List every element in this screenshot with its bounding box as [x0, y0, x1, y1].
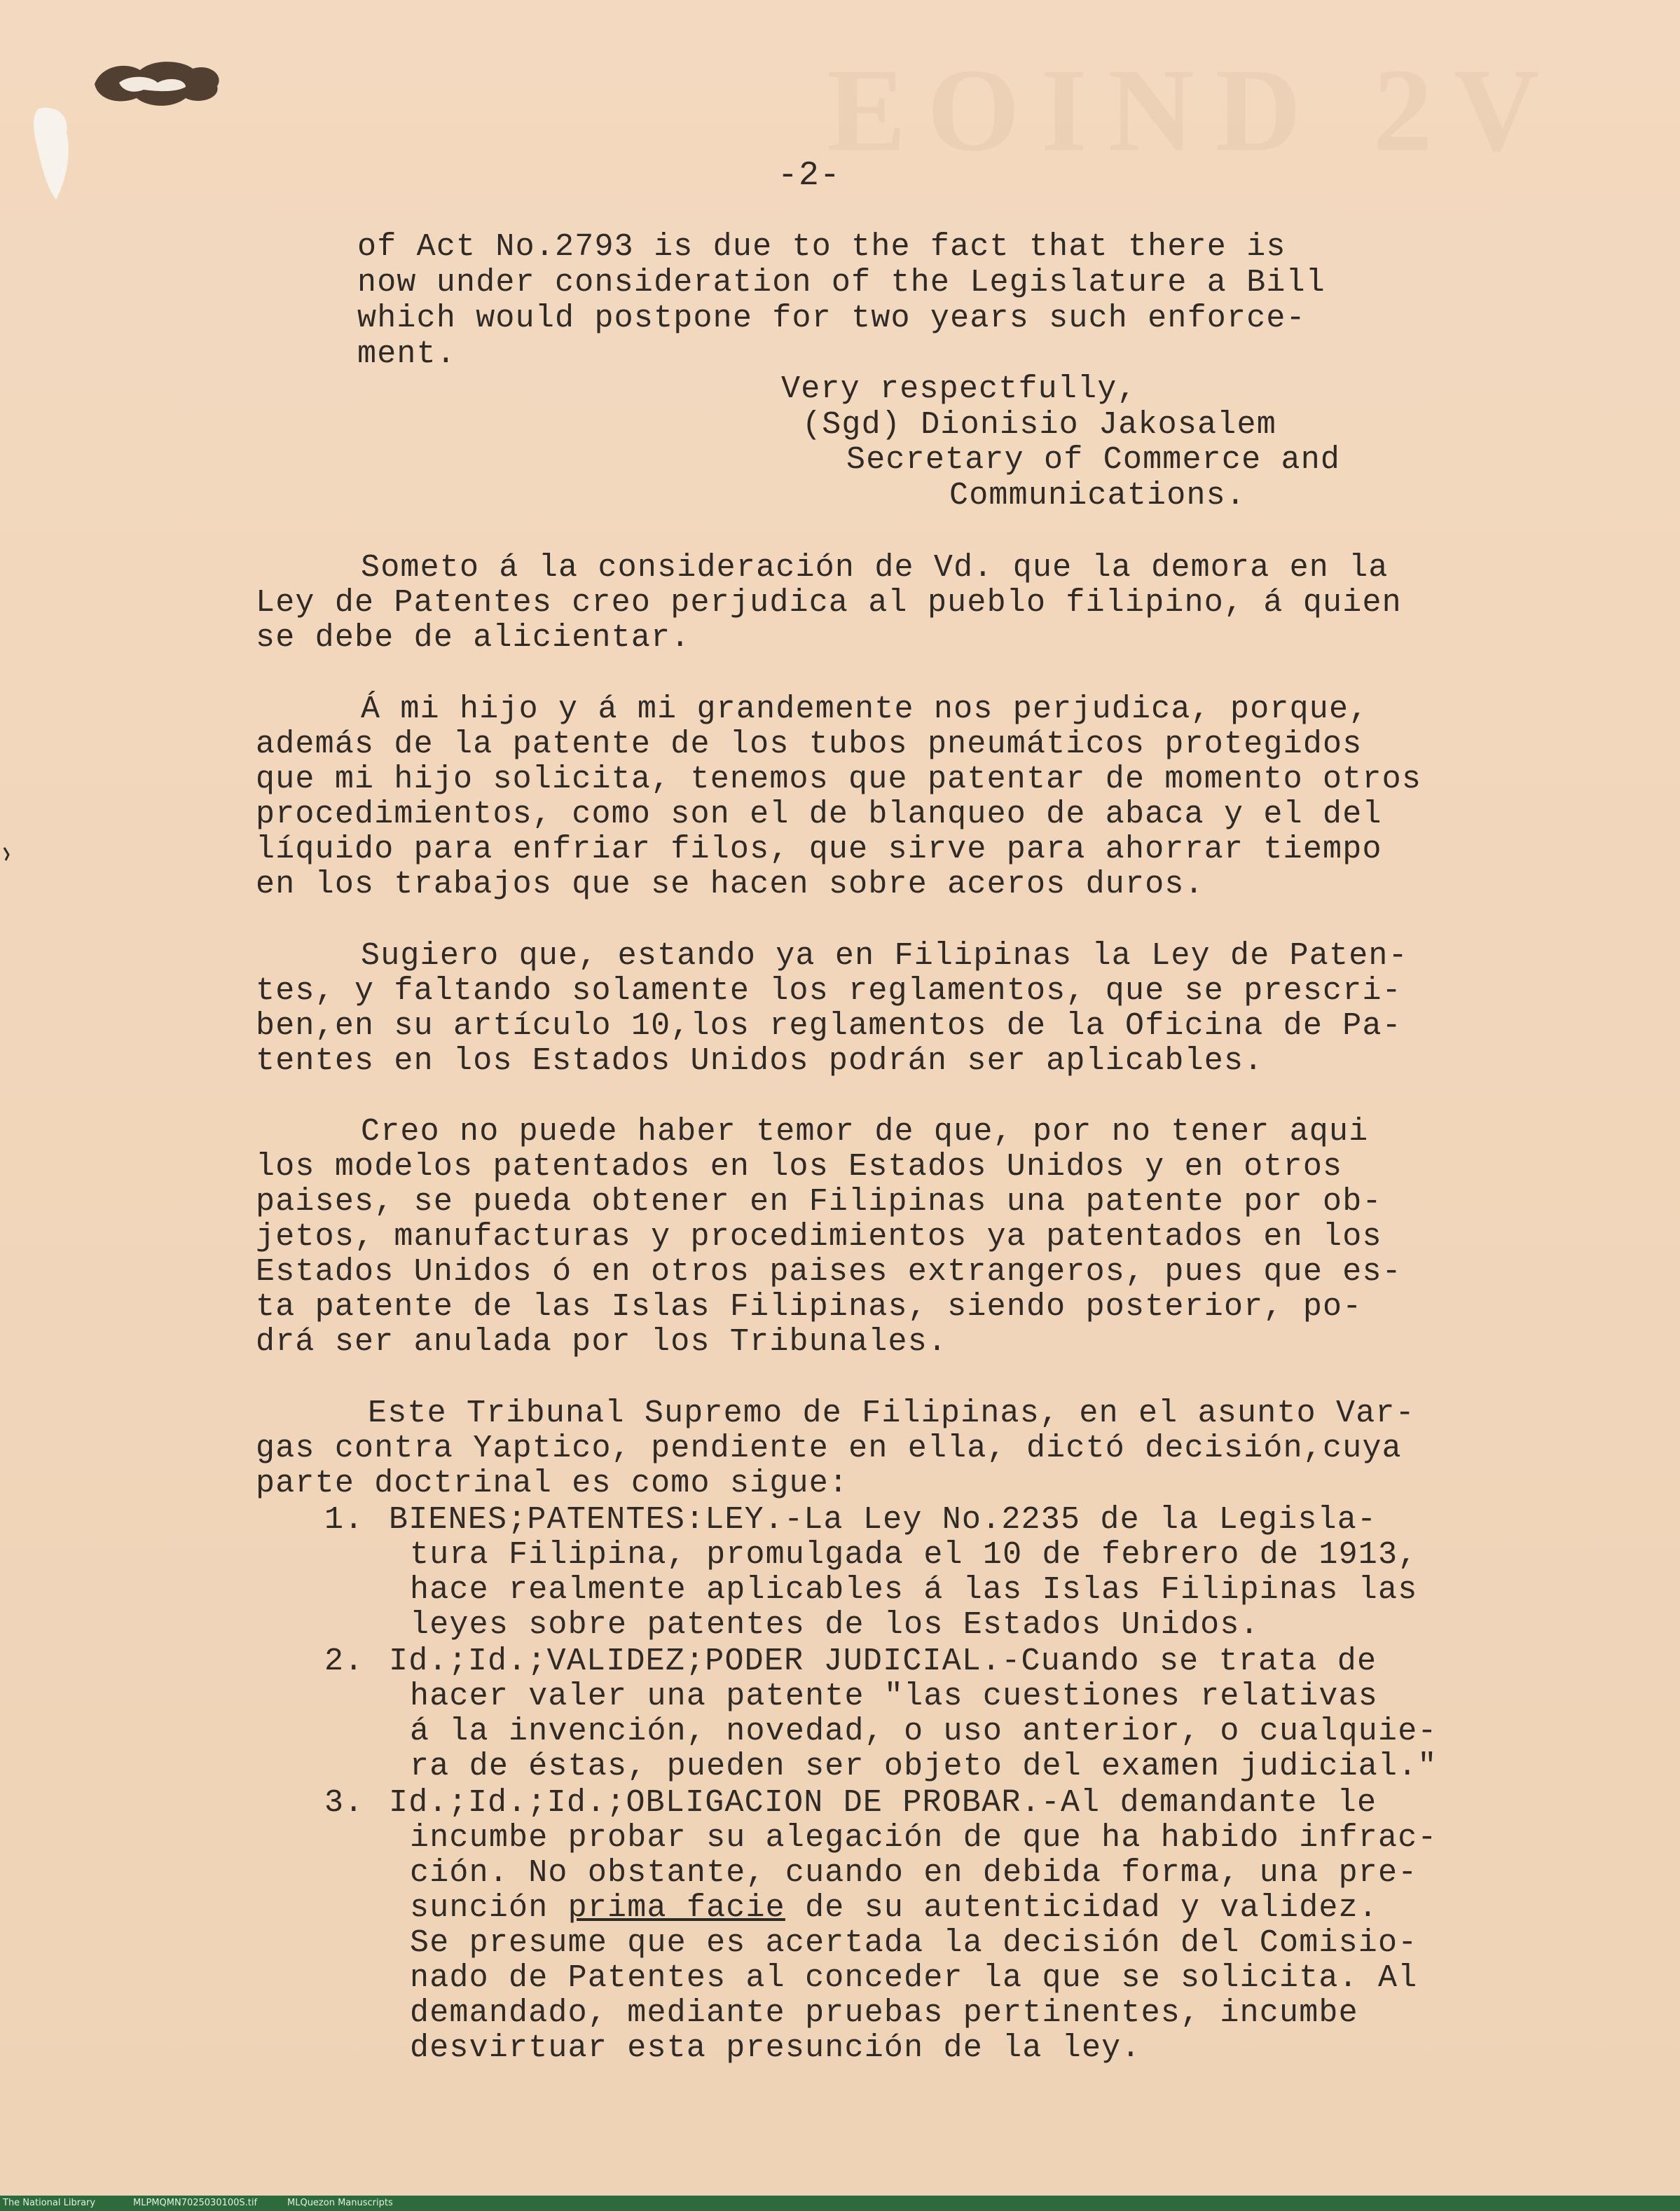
paragraph-3-line-1: Á mi hijo y á mi grandemente nos perjudica, porque,	[361, 691, 1369, 727]
paragraph-6-line-1: Este Tribunal Supremo de Filipinas, en el asunto Var-	[368, 1396, 1415, 1431]
paragraph-3-line-2: además de la patente de los tubos pneumáticos protegidos	[256, 726, 1363, 762]
paragraph-4-line-1: Sugiero que, estando ya en Filipinas la Ley de Paten-	[361, 938, 1408, 974]
list-item-2-line-2: hacer valer una patente "las cuestiones relativas	[410, 1679, 1379, 1714]
list-item-3-line-4: sunción prima facie de su autenticidad y validez.	[410, 1890, 1379, 1926]
paragraph-5-line-2: los modelos patentados en los Estados Unidos y en otros	[256, 1149, 1343, 1185]
paragraph-4-line-4: tentes en los Estados Unidos podrán ser aplicables.	[256, 1043, 1264, 1079]
page-number: -2-	[778, 157, 841, 195]
underlined-phrase: prima facie	[567, 1890, 785, 1926]
margin-mark-icon	[3, 846, 10, 862]
list-item-3-line-2: incumbe probar su alegación de que ha habido infrac-	[410, 1820, 1438, 1856]
paragraph-3-line-6: en los trabajos que se hacen sobre aceros duros.	[256, 867, 1204, 902]
footer-file: MLPMQMN7025030100S.tif	[133, 2198, 258, 2208]
list-item-3-line-7: demandado, mediante pruebas pertinentes, incumbe	[410, 1995, 1358, 2031]
paragraph-5-line-1: Creo no puede haber temor de que, por no tener aqui	[361, 1114, 1369, 1150]
paragraph-5-line-3: paises, se pueda obtener en Filipinas una patente por ob-	[256, 1184, 1382, 1220]
footer-library: The National Library	[3, 2198, 96, 2208]
list-item-3-line-8: desvirtuar esta presunción de la ley.	[410, 2030, 1141, 2066]
list-item-2-line-1: Id.;Id.;VALIDEZ;PODER JUDICIAL.-Cuando se trata de	[389, 1644, 1377, 1679]
list-item-3-line-3: ción. No obstante, cuando en debida forma, una pre-	[410, 1855, 1418, 1891]
list-item-1-line-3: hace realmente aplicables á las Islas Filipinas las	[410, 1572, 1418, 1608]
closing-title-line-2: Communications.	[949, 478, 1246, 514]
paragraph-4-line-2: tes, y faltando solamente los reglamentos, que se prescri-	[256, 973, 1402, 1009]
torn-corner-icon	[32, 105, 74, 203]
paragraph-5-line-5: Estados Unidos ó en otros paises extrangeros, pues que es-	[256, 1254, 1402, 1290]
paragraph-5-line-7: drá ser anulada por los Tribunales.	[256, 1324, 948, 1360]
burn-mark-icon	[88, 55, 228, 111]
paragraph-4-line-3: ben,en su artículo 10,los reglamentos de la Oficina de Pa-	[256, 1008, 1402, 1044]
paragraph-3-line-3: que mi hijo solicita, tenemos que patentar de momento otros	[256, 762, 1422, 797]
list-item-2-number: 2.	[324, 1644, 364, 1679]
footer-collection: MLQuezon Manuscripts	[287, 2198, 393, 2208]
list-item-3-number: 3.	[324, 1785, 364, 1821]
list-item-1-line-1: BIENES;PATENTES:LEY.-La Ley No.2235 de la Legisla-	[389, 1502, 1377, 1538]
paragraph-2-line-3: se debe de alicientar.	[256, 620, 691, 656]
paragraph-2-line-1: Someto á la consideración de Vd. que la demora en la	[361, 550, 1389, 586]
archive-footer-bar	[0, 2196, 1680, 2211]
list-item-1-number: 1.	[324, 1502, 364, 1538]
paragraph-3-line-4: procedimientos, como son el de blanqueo de abaca y el del	[256, 797, 1382, 832]
list-item-1-line-2: tura Filipina, promulgada el 10 de febrero de 1913,	[410, 1537, 1418, 1573]
paragraph-5-line-6: ta patente de las Islas Filipinas, siendo posterior, po-	[256, 1289, 1363, 1325]
list-item-3-line-6: nado de Patentes al conceder la que se solicita. Al	[410, 1960, 1418, 1996]
list-item-2-line-4: ra de éstas, pueden ser objeto del examen judicial."	[410, 1749, 1438, 1784]
paragraph-6-line-3: parte doctrinal es como sigue:	[256, 1466, 849, 1501]
show-through-watermark: EOIND 2V	[827, 44, 1561, 176]
closing-signature: (Sgd) Dionisio Jakosalem	[802, 407, 1276, 443]
list-item-2-line-3: á la invención, novedad, o uso anterior, o cualquie-	[410, 1714, 1438, 1749]
paragraph-3-line-5: líquido para enfriar filos, que sirve para ahorrar tiempo	[256, 832, 1382, 867]
list-item-3-line-1: Id.;Id.;Id.;OBLIGACION DE PROBAR.-Al demandante le	[389, 1785, 1377, 1821]
paragraph-2-line-2: Ley de Patentes creo perjudica al pueblo filipino, á quien	[256, 585, 1402, 621]
list-item-1-line-4: leyes sobre patentes de los Estados Unidos.	[410, 1607, 1260, 1643]
paragraph-1-line-3: which would postpone for two years such enforce-	[357, 301, 1306, 336]
paragraph-6-line-2: gas contra Yaptico, pendiente en ella, dictó decisión,cuya	[256, 1431, 1402, 1466]
paragraph-5-line-4: jetos, manufacturas y procedimientos ya patentados en los	[256, 1219, 1382, 1255]
paragraph-1-line-4: ment.	[357, 336, 457, 372]
list-item-3-line-5: Se presume que es acertada la decisión del Comisio-	[410, 1925, 1418, 1961]
paragraph-1-line-1: of Act No.2793 is due to the fact that there is	[357, 229, 1286, 265]
closing-title-line-1: Secretary of Commerce and	[846, 442, 1341, 478]
closing-salutation: Very respectfully,	[781, 371, 1137, 407]
paragraph-1-line-2: now under consideration of the Legislature a Bill	[357, 265, 1326, 301]
